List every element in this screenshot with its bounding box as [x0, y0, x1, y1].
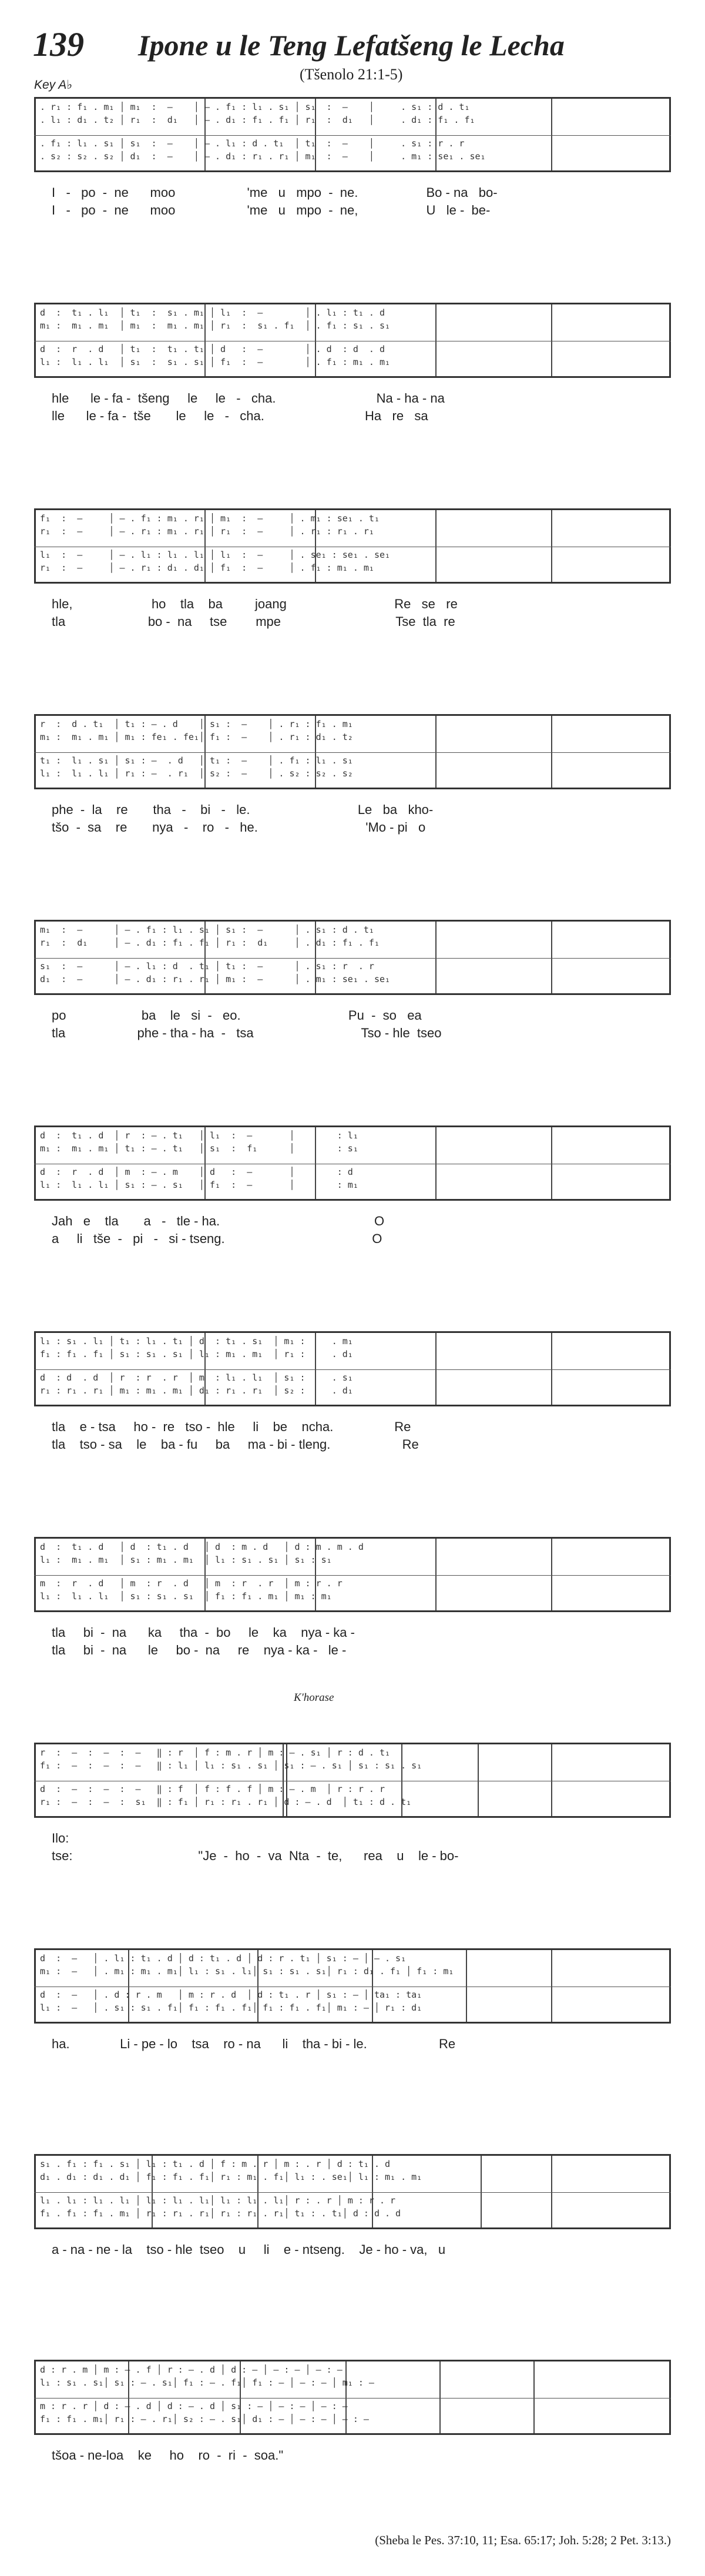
system-start-bar	[34, 1127, 36, 1199]
hymn-number: 139	[33, 25, 84, 63]
voice-part-row: l₁ : l₁ . l₁ │ s₁ : s₁ . s₁ │ f₁ : — │ . f₁ : m₁ . m₁	[40, 357, 391, 367]
lyric-line: Jah e tla a - tle - ha. O	[52, 1214, 385, 1228]
system-start-bar	[34, 2156, 36, 2227]
music-system	[34, 1537, 671, 1612]
music-system	[34, 1331, 671, 1406]
voice-part-row: l₁ : — │ – . l₁ : l₁ . l₁ │ l₁ : — │ . se₁ : se₁ . se₁	[40, 550, 391, 560]
lyric-line: hle le - fa - tšeng le le - cha. Na - ha - na	[52, 391, 445, 406]
lyric-line: hle, ho tla ba joang Re se re	[52, 597, 458, 611]
scripture-reference: (Tšenolo 21:1-5)	[300, 66, 403, 83]
system-start-bar	[34, 922, 36, 993]
key-signature: Key A♭	[34, 78, 73, 92]
voice-part-row: d : r . d │ t₁ : t₁ . t₁ │ d : — │ . d : d . d	[40, 344, 385, 354]
lyric-line: tla e - tsa ho - re tso - hle li be ncha. Re	[52, 1419, 411, 1434]
lyric-line: tšoa - ne-loa ke ho ro - ri - soa."	[52, 2448, 284, 2463]
staff-divider	[34, 752, 671, 753]
music-system	[34, 1948, 671, 2024]
voice-part-row: l₁ : l₁ . l₁ │ r₁ : – . r₁ │ s₂ : — │ . s₂ : s₂ . s₂	[40, 768, 353, 779]
music-system	[34, 714, 671, 789]
voice-part-row: r₁ : d₁ │ – . d₁ : f₁ . f₁ │ r₁ : d₁ │ . d₁ : f₁ . f₁	[40, 937, 380, 948]
voice-part-row: . l₁ : d₁ . t₂ │ r₁ : d₁ │ – . d₁ : f₁ . f₁ │ r₁ : d₁ │ . d₁ : f₁ . f₁	[40, 115, 475, 125]
hymn-title: Ipone u le Teng Lefatšeng le Lecha	[138, 29, 565, 62]
lyric-line: tla tso - sa le ba - fu ba ma - bi - tleng. Re	[52, 1437, 419, 1452]
lyric-line: I - po - ne moo 'me u mpo - ne. Bo - na bo-	[52, 185, 498, 200]
voice-part-row: d : t₁ . d │ r : – . t₁ │ l₁ : — │ : l₁	[40, 1130, 358, 1141]
lyric-line: tla bi - na ka tha - bo le ka nya - ka -	[52, 1625, 355, 1640]
voice-part-row: m : r . d │ m : r . d │ m : r . r │ m : r . r	[40, 1578, 343, 1589]
voice-part-row: d : d . d │ r : r . r │ m : l₁ . l₁ │ s₁ : . s₁	[40, 1372, 353, 1383]
voice-part-row: d₁ . d₁ : d₁ . d₁ │ f₁ : f₁ . f₁│ r₁ : m₁ . f₁│ l₁ : . se₁│ l₁ : m₁ . m₁	[40, 2172, 422, 2182]
lyric-line: tšo - sa re nya - ro - he. 'Mo - pi o	[52, 820, 426, 835]
staff-divider	[34, 1369, 671, 1370]
voice-part-row: l₁ : s₁ . l₁ │ t₁ : l₁ . t₁ │ d : t₁ . s₁ │ m₁ : . m₁	[40, 1336, 353, 1346]
music-system	[34, 508, 671, 584]
system-end-bar	[669, 2156, 671, 2227]
system-start-bar	[34, 1744, 36, 1816]
system-start-bar	[34, 1539, 36, 1610]
voice-part-row: d : r . d │ m : – . m │ d : — │ : d	[40, 1167, 353, 1177]
system-end-bar	[669, 1539, 671, 1610]
voice-part-row: m₁ : m₁ . m₁ │ m₁ : fe₁ . fe₁│ f₁ : — │ . r₁ : d₁ . t₂	[40, 732, 353, 742]
lyric-line: tla bi - na le bo - na re nya - ka - le -	[52, 1643, 347, 1657]
music-system	[34, 1743, 671, 1818]
voice-part-row: r₁ : — : — : s₁ ‖ : f₁ │ r₁ : r₁ . r₁ │ d : – . d │ t₁ : d . t₁	[40, 1797, 412, 1807]
voice-part-row: r₁ : r₁ . r₁ │ m₁ : m₁ . m₁ │ d₁ : r₁ . r₁ │ s₂ : . d₁	[40, 1385, 353, 1396]
system-end-bar	[669, 1744, 671, 1816]
voice-part-row: m₁ : m₁ . m₁ │ m₁ : m₁ . m₁ │ r₁ : s₁ . f₁ │ . f₁ : s₁ . s₁	[40, 320, 391, 331]
system-start-bar	[34, 1950, 36, 2022]
voice-part-row: m : r . r │ d : – . d │ d : – . d │ s₁ : — │ — : — │ — : —	[40, 2401, 348, 2411]
voice-part-row: f₁ : — │ – . f₁ : m₁ . r₁ │ m₁ : — │ . m₁ : se₁ . t₁	[40, 513, 380, 524]
voice-part-row: l₁ : m₁ . m₁ │ s₁ : m₁ . m₁ │ l₁ : s₁ . s₁ │ s₁ : s₁	[40, 1555, 332, 1565]
music-system	[34, 2360, 671, 2435]
staff-divider	[34, 1575, 671, 1576]
staff-divider	[34, 958, 671, 959]
voice-part-row: r : d . t₁ │ t₁ : – . d │ s₁ : — │ . r₁ : f₁ . m₁	[40, 719, 353, 729]
footer-references: (Sheba le Pes. 37:10, 11; Esa. 65:17; Joh. 5:28; 2 Pet. 3:13.)	[375, 2533, 671, 2547]
system-start-bar	[34, 510, 36, 582]
lyric-line: po ba le si - eo. Pu - so ea	[52, 1008, 422, 1023]
lyric-line: ha. Li - pe - lo tsa ro - na li tha - bi - le. Re	[52, 2036, 456, 2051]
voice-part-row: d : — : — : — ‖ : f │ f : f . f │ m : – . m │ r : r . r	[40, 1784, 385, 1794]
voice-part-row: l₁ : l₁ . l₁ │ s₁ : s₁ . s₁ │ f₁ : f₁ . m₁ │ m₁ : m₁	[40, 1591, 332, 1602]
lyric-line: Ilo:	[52, 1831, 69, 1845]
voice-part-row: f₁ : f₁ . f₁ │ s₁ : s₁ . s₁ │ l₁ : m₁ . m₁ │ r₁ : . d₁	[40, 1349, 353, 1359]
voice-part-row: d : — │ . l₁ : t₁ . d │ d : t₁ . d │ d : r . t₁ │ s₁ : — │ – . s₁	[40, 1953, 407, 1964]
voice-part-row: r₁ : — │ – . r₁ : d₁ . d₁ │ f₁ : — │ . f₁ : m₁ . m₁	[40, 562, 374, 573]
voice-part-row: d : t₁ . d │ d : t₁ . d │ d : m . d │ d : m . m . d	[40, 1542, 364, 1552]
voice-part-row: t₁ : l₁ . s₁ │ s₁ : – . d │ t₁ : — │ . f₁ : l₁ . s₁	[40, 755, 353, 766]
voice-part-row: m₁ : — │ – . f₁ : l₁ . s₁ │ s₁ : — │ . s₁ : d . t₁	[40, 924, 374, 935]
music-system	[34, 303, 671, 378]
voice-part-row: f₁ : f₁ . m₁│ r₁ : – . r₁│ s₂ : – . s₁│ d₁ : — │ — : — │ — : —	[40, 2414, 369, 2424]
voice-part-row: l₁ : l₁ . l₁ │ s₁ : – . s₁ │ f₁ : — │ : m₁	[40, 1180, 358, 1190]
system-start-bar	[34, 2361, 36, 2433]
music-system	[34, 1125, 671, 1201]
voice-part-row: d : — │ . d : r . m │ m : r . d │ d : t₁ . r │ s₁ : — │ ta₁ : ta₁	[40, 1989, 422, 2000]
lyric-line: a li tše - pi - si - tseng. O	[52, 1231, 382, 1246]
voice-part-row: d : r . m │ m : – . f │ r : – . d │ d : — │ — : — │ — : —	[40, 2364, 343, 2375]
voice-part-row: . s₂ : s₂ . s₂ │ d₁ : — │ – . d₁ : r₁ . r₁ │ m₁ : — │ . m₁ : se₁ . se₁	[40, 151, 486, 162]
voice-part-row: . f₁ : l₁ . s₁ │ s₁ : — │ – . l₁ : d . t₁ │ t₁ : — │ . s₁ : r . r	[40, 138, 465, 149]
voice-part-row: r : — : — : — ‖ : r │ f : m . r │ m : – . s₁ │ r : d . t₁	[40, 1747, 391, 1758]
section-label-chorus: K'horase	[294, 1691, 334, 1704]
system-end-bar	[669, 510, 671, 582]
music-system	[34, 920, 671, 995]
system-end-bar	[669, 99, 671, 170]
system-start-bar	[34, 304, 36, 376]
voice-part-row: m₁ : — │ . m₁ : m₁ . m₁│ l₁ : s₁ . l₁│ s₁ : s₁ . s₁│ r₁ : d₁ . f₁ │ f₁ : m₁	[40, 1966, 454, 1977]
system-end-bar	[669, 304, 671, 376]
voice-part-row: d₁ : — │ – . d₁ : r₁ . r₁ │ m₁ : — │ . m₁ : se₁ . se₁	[40, 974, 391, 984]
voice-part-row: d : t₁ . l₁ │ t₁ : s₁ . m₁ │ l₁ : — │ . l₁ : t₁ . d	[40, 307, 385, 318]
voice-part-row: f₁ . f₁ : f₁ . m₁ │ r₁ : r₁ . r₁│ r₁ : r₁ . r₁│ t₁ : . t₁│ d : d . d	[40, 2208, 401, 2219]
lyric-line: tla phe - tha - ha - tsa Tso - hle tseo	[52, 1026, 442, 1040]
voice-part-row: s₁ : — │ – . l₁ : d . t₁ │ t₁ : — │ . s₁ : r . r	[40, 961, 374, 972]
voice-part-row: m₁ : m₁ . m₁ │ t₁ : – . t₁ │ s₁ : f₁ │ : s₁	[40, 1143, 358, 1154]
system-start-bar	[34, 99, 36, 170]
voice-part-row: f₁ : — : — : — ‖ : l₁ │ l₁ : s₁ . s₁ │ s₁ : – . s₁ │ s₁ : s₁ . s₁	[40, 1760, 422, 1771]
lyric-line: tse: "Je - ho - va Nta - te, rea u le - bo-	[52, 1848, 459, 1863]
system-end-bar	[669, 2361, 671, 2433]
staff-divider	[34, 2398, 671, 2399]
system-end-bar	[669, 1127, 671, 1199]
system-end-bar	[669, 1333, 671, 1405]
voice-part-row: l₁ : — │ . s₁ : s₁ . f₁│ f₁ : f₁ . f₁│ f₁ : f₁ . f₁│ m₁ : — │ r₁ : d₁	[40, 2002, 422, 2013]
voice-part-row: . r₁ : f₁ . m₁ │ m₁ : — │ – . f₁ : l₁ . s₁ │ s₁ : — │ . s₁ : d . t₁	[40, 102, 470, 112]
system-start-bar	[34, 716, 36, 788]
lyric-line: a - na - ne - la tso - hle tseo u li e - ntseng. Je - ho - va, u	[52, 2242, 446, 2257]
music-system	[34, 2154, 671, 2229]
system-end-bar	[669, 1950, 671, 2022]
voice-part-row: l₁ : s₁ . s₁│ s₁ : – . s₁│ f₁ : – . f₁│ f₁ : — │ — : — │ m₁ : —	[40, 2377, 374, 2388]
system-end-bar	[669, 922, 671, 993]
lyric-line: tla bo - na tse mpe Tse tla re	[52, 614, 455, 629]
staff-divider	[34, 135, 671, 136]
lyric-line: I - po - ne moo 'me u mpo - ne, U le - be-	[52, 203, 491, 217]
voice-part-row: s₁ . f₁ : f₁ . s₁ │ l₁ : t₁ . d │ f : m . r │ m : . r │ d : t₁ . d	[40, 2159, 391, 2169]
lyric-line: phe - la re tha - bi - le. Le ba kho-	[52, 802, 434, 817]
system-end-bar	[669, 716, 671, 788]
voice-part-row: l₁ . l₁ : l₁ . l₁ │ l₁ : l₁ . l₁│ l₁ : l₁ . l₁│ r : . r │ m : r . r	[40, 2195, 396, 2206]
voice-part-row: r₁ : — │ – . r₁ : m₁ . r₁ │ r₁ : — │ . r₁ : r₁ . r₁	[40, 526, 374, 537]
staff-divider	[34, 2192, 671, 2193]
system-start-bar	[34, 1333, 36, 1405]
lyric-line: lle le - fa - tše le le - cha. Ha re sa	[52, 408, 428, 423]
music-system	[34, 97, 671, 172]
